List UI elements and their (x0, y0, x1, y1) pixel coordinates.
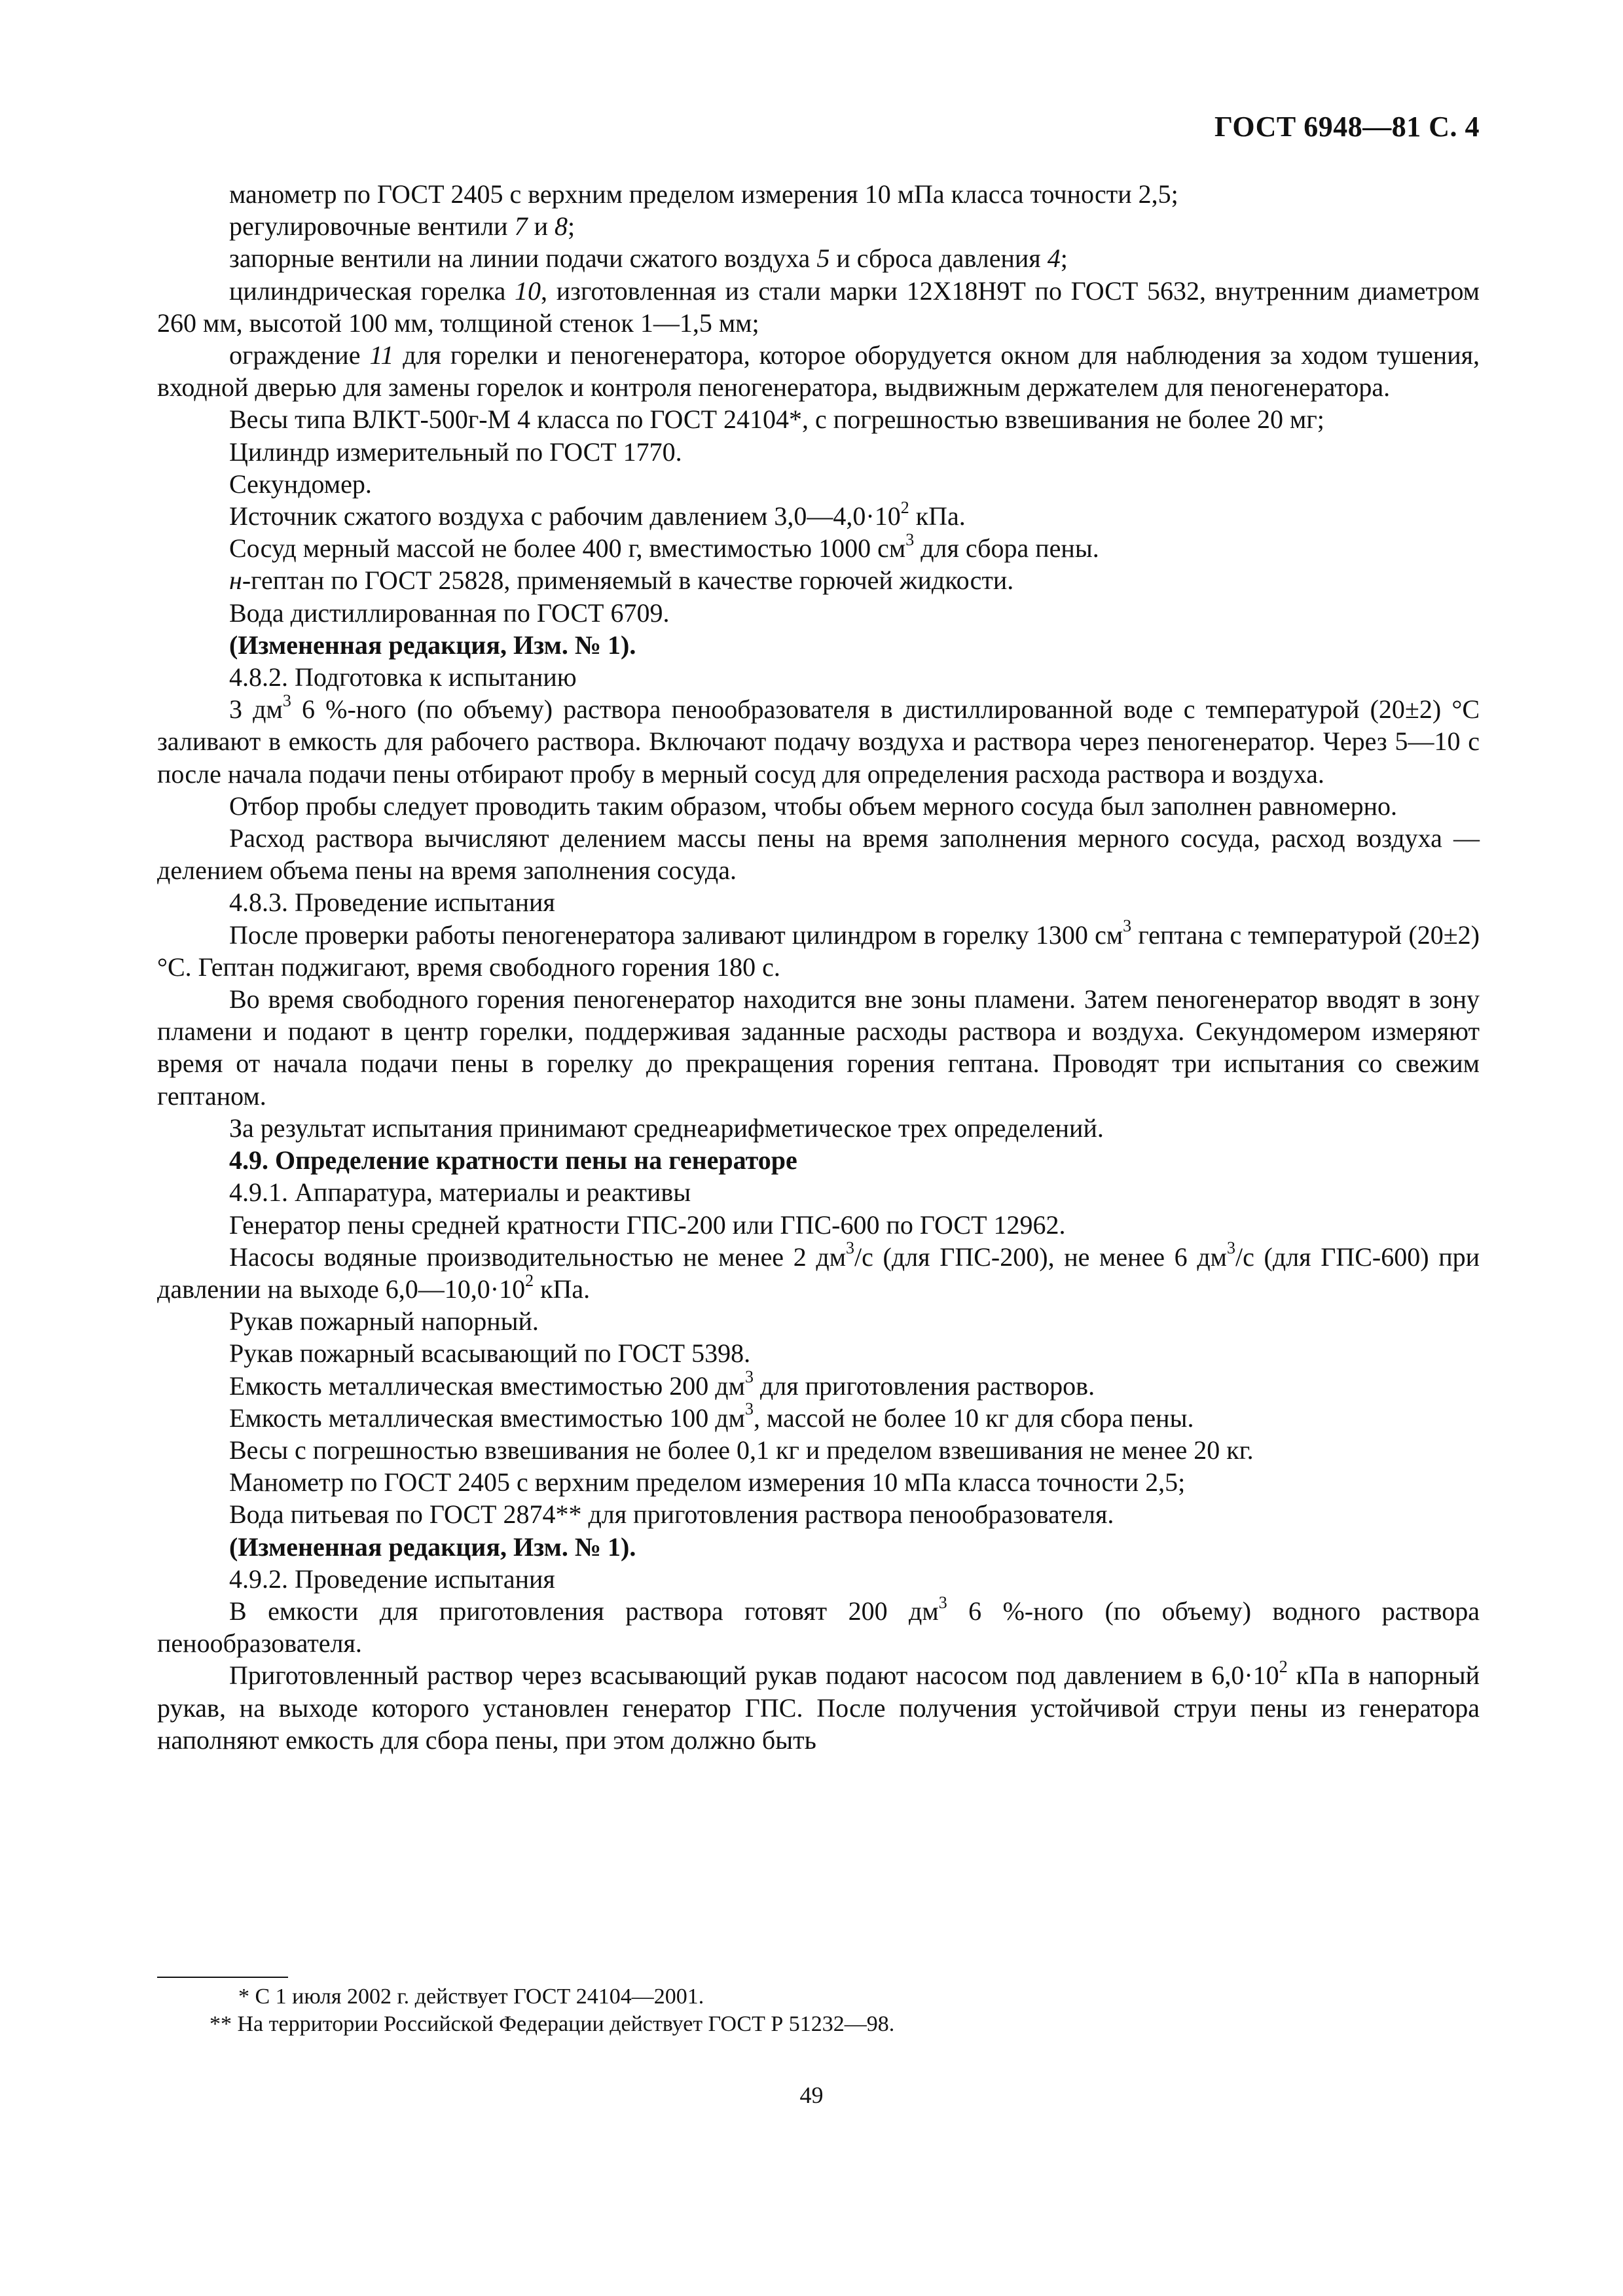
paragraph: цилиндрическая горелка 10, изготовленная из стали марки 12Х18Н9Т по ГОСТ 5632, внутренним диаметром 260 мм, высотой 100 мм, толщиной стенок 1—1,5 мм; (157, 276, 1480, 338)
section-heading-bold: 4.9. Определение кратности пены на генераторе (229, 1145, 797, 1175)
page-header: ГОСТ 6948—81 С. 4 (1214, 111, 1480, 143)
footnotes (157, 1983, 1480, 2038)
paragraph: Насосы водяные производительностью не менее 2 $дм^3/с$ (для ГПС-200), не менее 6 $дм^3/с$ (для ГПС-600) при давлении на выходе $6,0—10,0\cdot 10^2$ кПа. (157, 1238, 1480, 1304)
paragraph: Расход раствора вычисляют делением массы пены на время заполнения мерного сосуда, расход воздуха — делением объема пены на время заполнения сосуда. (157, 823, 1480, 886)
paragraph: регулировочные вентили 7 и 8; (229, 211, 575, 242)
paragraph: Отбор пробы следует проводить таким образом, чтобы объем мерного сосуда был заполнен равномерно. (229, 791, 1398, 821)
footnote: ** На территории Российской Федерации действует ГОСТ Р 51232—98. (210, 2012, 895, 2036)
paragraph: Во время свободного горения пеногенератор находится вне зоны пламени. Затем пеногенератор вводят в зону пламени и подают в центр горелки, поддерживая заданные расходы раствора и воздуха. Секундомером измеряют время от начала подачи пены в горелку до прекращения горения гептана. Проводят три испытания со свежим гептаном. (157, 984, 1480, 1111)
paragraph: Рукав пожарный напорный. (229, 1306, 539, 1336)
paragraph: Манометр по ГОСТ 2405 с верхним пределом измерения 10 мПа класса точности 2,5; (229, 1467, 1186, 1498)
paragraph: В емкости для приготовления раствора готовят 200 $дм^3$ 6 %-ного (по объему) водного раствора пенообразователя. (157, 1592, 1480, 1659)
paragraph: запорные вентили на линии подачи сжатого воздуха 5 и сброса давления 4; (229, 243, 1068, 274)
paragraph: 3 $дм^3$ 6 %-ного (по объему) раствора пенообразователя в дистиллированной воде с температурой (20±2) °С заливают в емкость для рабочего раствора. Включают подачу воздуха и раствора через пеногенератор. Через 5—10 с после начала подачи пены отбирают пробу в мерный сосуд для определения расхода раствора и воздуха. (157, 691, 1480, 789)
paragraph: Секундомер. (229, 469, 372, 499)
footnote: * С 1 июля 2002 г. действует ГОСТ 24104—2001. (238, 1984, 704, 2009)
footnote-divider (157, 1977, 288, 1978)
section-heading: 4.8.3. Проведение испытания (229, 888, 555, 918)
paragraph: Цилиндр измерительный по ГОСТ 1770. (229, 437, 682, 467)
paragraph: Вода дистиллированная по ГОСТ 6709. (229, 598, 670, 628)
paragraph: н-гептан по ГОСТ 25828, применяемый в качестве горючей жидкости. (229, 565, 1014, 596)
paragraph: Весы типа ВЛКТ-500г-М 4 класса по ГОСТ 24104*, с погрешностью взвешивания не более 20 мг; (229, 404, 1324, 435)
paragraph: Рукав пожарный всасывающий по ГОСТ 5398. (229, 1338, 751, 1369)
paragraph: После проверки работы пеногенератора заливают цилиндром в горелку 1300 $см^3$ гептана с температурой (20±2) °С. Гептан поджигают, время свободного горения 180 с. (157, 916, 1480, 982)
paragraph: За результат испытания принимают среднеарифметическое трех определений. (229, 1113, 1104, 1143)
paragraph: Приготовленный раствор через всасывающий рукав подают насосом под давлением в $6,0\cdot 10^2$ кПа в напорный рукав, на выходе которого установлен генератор ГПС. После получения устойчивой струи пены из генератора наполняют емкость для сбора пены, при этом должно быть (157, 1657, 1480, 1755)
paragraph: Вода питьевая по ГОСТ 2874** для приготовления раствора пенообразователя. (229, 1499, 1114, 1530)
amendment-note: (Измененная редакция, Изм. № 1). (229, 1532, 636, 1562)
paragraph: ограждение 11 для горелки и пеногенератора, которое оборудуется окном для наблюдения за ходом тушения, входной дверью для замены горелок и контроля пеногенератора, выдвижным держателем для пеногенератора. (157, 340, 1480, 403)
paragraph: Источник сжатого воздуха с рабочим давлением $3,0—4,0\cdot 10^2$ кПа. (229, 497, 966, 531)
paragraph: Емкость металлическая вместимостью 200 $дм^3$ для приготовления растворов. (229, 1367, 1095, 1401)
section-heading: 4.9.2. Проведение испытания (229, 1564, 555, 1594)
section-heading: 4.9.1. Аппаратура, материалы и реактивы (229, 1177, 691, 1208)
paragraph: Сосуд мерный массой не более 400 г, вместимостью 1000 $см^3$ для сбора пены. (229, 529, 1099, 564)
page-number: 49 (799, 2082, 824, 2108)
body-text (157, 178, 1480, 1756)
paragraph: манометр по ГОСТ 2405 с верхним пределом измерения 10 мПа класса точности 2,5; (229, 179, 1178, 209)
paragraph: Весы с погрешностью взвешивания не более 0,1 кг и пределом взвешивания не менее 20 кг. (229, 1435, 1254, 1465)
section-heading: 4.8.2. Подготовка к испытанию (229, 662, 577, 692)
amendment-note: (Измененная редакция, Изм. № 1). (229, 630, 636, 660)
paragraph: Емкость металлическая вместимостью 100 $дм^3$, массой не более 10 кг для сбора пены. (229, 1399, 1194, 1433)
paragraph: Генератор пены средней кратности ГПС-200 или ГПС-600 по ГОСТ 12962. (229, 1210, 1066, 1240)
